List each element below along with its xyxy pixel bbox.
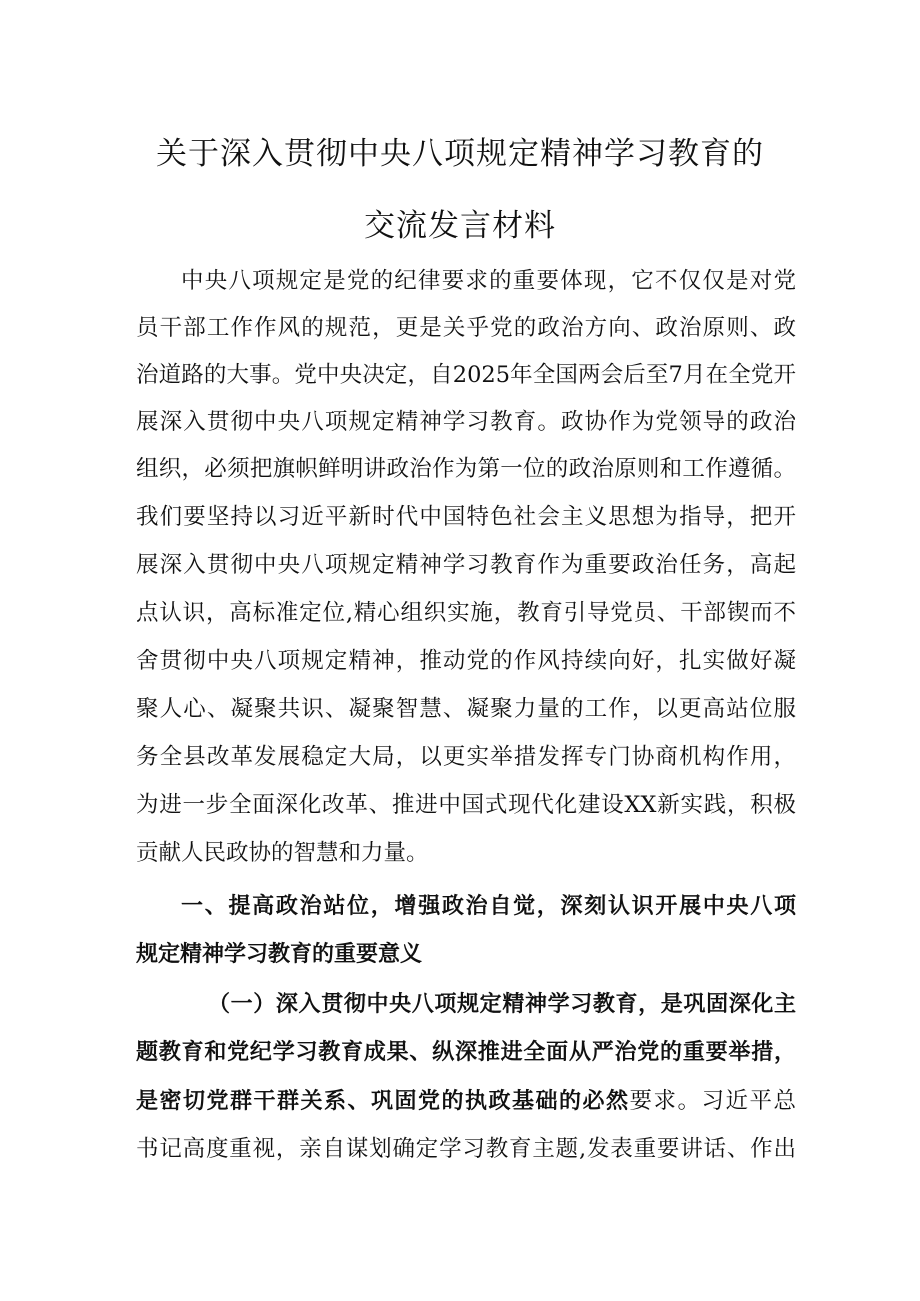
body-paragraph-line: 务全县改革发展稳定大局，以更实举措发挥专门协商机构作用，: [136, 744, 796, 770]
subsection-line-1: （一）深入贯彻中央八项规定精神学习教育，是巩固深化主: [208, 992, 796, 1017]
body-paragraph-line: 治道路的大事。党中央决定，自2025年全国两会后至7月在全党开: [136, 362, 796, 388]
body-paragraph-line: 点认识，高标准定位,精心组织实施，教育引导党员、干部锲而不: [136, 600, 796, 626]
body-paragraph-line: 贡献人民政协的智慧和力量。: [136, 840, 429, 866]
section-heading-line-1: 一、提高政治站位，增强政治自觉，深刻认识开展中央八项: [181, 894, 796, 919]
subsection-line-2: 题教育和党纪学习教育成果、纵深推进全面从严治党的重要举措，: [136, 1040, 796, 1065]
document-title-line-2: 交流发言材料: [364, 208, 556, 244]
body-paragraph-line: 员干部工作作风的规范，更是关乎党的政治方向、政治原则、政: [136, 315, 796, 341]
body-paragraph-line: 中央八项规定是党的纪律要求的重要体现，它不仅仅是对党: [181, 268, 796, 294]
body-paragraph-line: 聚人心、凝聚共识、凝聚智慧、凝聚力量的工作，以更高站位服: [136, 696, 796, 722]
subsection-line-3: [136, 1086, 796, 1117]
body-paragraph-line: 展深入贯彻中央八项规定精神学习教育。政协作为党领导的政治: [136, 409, 796, 435]
body-paragraph-line: 组织，必须把旗帜鲜明讲政治作为第一位的政治原则和工作遵循。: [136, 456, 796, 482]
body-paragraph-line: 展深入贯彻中央八项规定精神学习教育作为重要政治任务，高起: [136, 552, 796, 578]
document-title-line-1: 关于深入贯彻中央八项规定精神学习教育的: [156, 136, 764, 172]
subsection-line-4: 书记高度重视，亲自谋划确定学习教育主题,发表重要讲话、作出: [136, 1136, 796, 1162]
section-heading-line-2: 规定精神学习教育的重要意义: [136, 942, 423, 967]
body-paragraph-line: 舍贯彻中央八项规定精神，推动党的作风持续向好，扎实做好凝: [136, 648, 796, 674]
subsection-line-3-tail: 要求。习近平总: [629, 1088, 796, 1114]
subsection-line-3-bold: 是密切党群干群关系、巩固党的执政基础的必然: [136, 1089, 630, 1114]
body-paragraph-line: 为进一步全面深化改革、推进中国式现代化建设XX新实践，积极: [136, 792, 796, 818]
body-paragraph-line: 我们要坚持以习近平新时代中国特色社会主义思想为指导，把开: [136, 504, 796, 530]
